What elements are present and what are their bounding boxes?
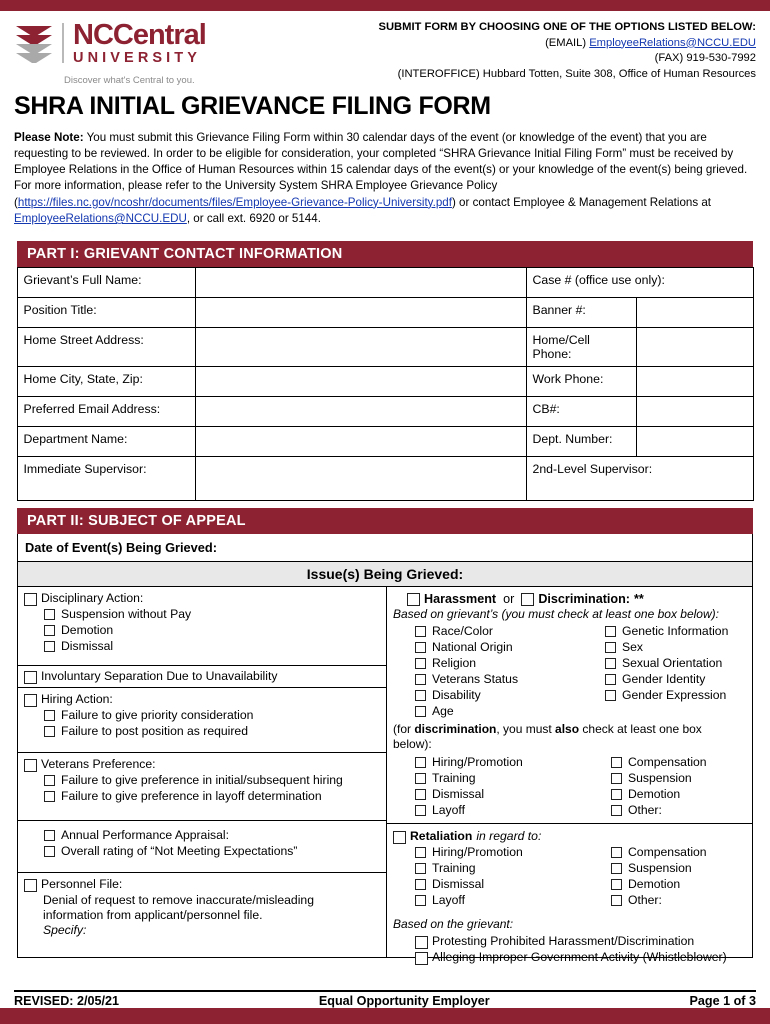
checkbox-ret-suspension-icon[interactable]: [611, 863, 622, 874]
checkbox-row-race-color[interactable]: [415, 624, 595, 639]
checkbox-retaliation-icon[interactable]: [393, 831, 406, 844]
checkbox-row-failure-post-position[interactable]: [44, 724, 380, 739]
checkbox-row-sex[interactable]: [605, 640, 746, 655]
retaliation-action-columns: [393, 845, 746, 909]
checkbox-age-icon[interactable]: [415, 706, 426, 717]
label-position-title: Position Title:: [17, 298, 195, 328]
label-disc-other: Other:: [628, 803, 662, 818]
discrimination-asterisks: **: [633, 591, 644, 606]
checkbox-harassment-icon[interactable]: [407, 593, 420, 606]
label-dept-number: Dept. Number:: [526, 427, 636, 457]
logo-tagline: Discover what's Central to you.: [64, 74, 195, 86]
retaliation-action-col-2: [611, 845, 746, 909]
checkbox-genetic-information-icon[interactable]: [605, 626, 616, 637]
checkbox-gender-identity-icon[interactable]: [605, 674, 616, 685]
checkbox-row-whistleblower[interactable]: [415, 950, 746, 965]
field-home-street-address[interactable]: [195, 328, 526, 367]
label-veterans-status: Veterans Status: [432, 672, 519, 687]
checkbox-disc-suspension-icon[interactable]: [611, 773, 622, 784]
label-harassment: Harassment: [424, 591, 497, 606]
block-disciplinary-action: [18, 587, 386, 666]
checkbox-row-ret-training[interactable]: [415, 861, 593, 876]
footer-eeo-statement: Equal Opportunity Employer: [318, 994, 490, 1008]
page-header: [0, 11, 770, 86]
page-content: [0, 11, 770, 965]
checkbox-disc-compensation-icon[interactable]: [611, 757, 622, 768]
label-retaliation: Retaliation: [410, 829, 473, 844]
submit-title: SUBMIT FORM BY CHOOSING ONE OF THE OPTIONS LISTED BELOW:: [378, 21, 756, 33]
table-row: [17, 328, 753, 367]
checkbox-row-pref-initial-hiring[interactable]: [44, 773, 380, 788]
checkbox-disc-training-icon[interactable]: [415, 773, 426, 784]
issues-being-grieved-header: Issue(s) Being Grieved:: [17, 562, 753, 587]
block-veterans-preference: [18, 753, 386, 821]
checkbox-ret-layoff-icon[interactable]: [415, 895, 426, 906]
please-note-label: Please Note:: [14, 130, 84, 144]
submit-email-line: [279, 36, 756, 52]
label-sex: Sex: [622, 640, 644, 655]
checkbox-pref-initial-hiring-icon[interactable]: [44, 775, 55, 786]
checkbox-row-ret-suspension[interactable]: [611, 861, 746, 876]
checkbox-row-involuntary-separation[interactable]: [24, 669, 380, 684]
label-suspension-without-pay: Suspension without Pay: [61, 607, 192, 622]
checkbox-row-ret-layoff[interactable]: [415, 893, 593, 908]
label-case-number: Case # (office use only):: [526, 268, 753, 298]
logo-main-text: NCCentral: [73, 19, 206, 51]
label-preferred-email: Preferred Email Address:: [17, 397, 195, 427]
label-protesting-harassment: Protesting Prohibited Harassment/Discrimination: [432, 934, 695, 949]
table-row: [17, 397, 753, 427]
checkbox-row-ret-compensation[interactable]: [611, 845, 746, 860]
retaliation-action-col-1: [415, 845, 593, 909]
label-ret-other: Other:: [628, 893, 662, 908]
label-veterans-preference: Veterans Preference:: [41, 757, 156, 772]
issues-left-column: [18, 587, 387, 957]
checkbox-demotion-icon[interactable]: [44, 625, 55, 636]
table-row: [17, 268, 753, 298]
checkbox-row-disc-hiring-promotion[interactable]: [415, 755, 593, 770]
label-failure-post-position: Failure to post position as required: [61, 724, 248, 739]
footer-page-number: Page 1 of 3: [689, 994, 756, 1008]
checkbox-pref-layoff-icon[interactable]: [44, 791, 55, 802]
label-ret-demotion: Demotion: [628, 877, 681, 892]
label-religion: Religion: [432, 656, 477, 671]
checkbox-row-hiring-action[interactable]: [24, 692, 380, 707]
checkbox-disability-icon[interactable]: [415, 690, 426, 701]
field-preferred-email[interactable]: [195, 397, 526, 427]
checkbox-disc-layoff-icon[interactable]: [415, 805, 426, 816]
table-row: [17, 427, 753, 457]
checkbox-row-protesting-harassment[interactable]: [415, 934, 746, 949]
checkbox-veterans-preference-icon[interactable]: [24, 759, 37, 772]
please-note-paragraph: [14, 130, 756, 228]
field-cb-number[interactable]: [636, 397, 753, 427]
checkbox-row-veterans-status[interactable]: [415, 672, 595, 687]
field-home-cell-phone[interactable]: [636, 328, 753, 367]
label-disc-demotion: Demotion: [628, 787, 681, 802]
checkbox-hiring-action-icon[interactable]: [24, 694, 37, 707]
checkbox-religion-icon[interactable]: [415, 658, 426, 669]
paren-text-3: check at least one box: [579, 722, 702, 737]
checkbox-dismissal-icon[interactable]: [44, 641, 55, 652]
checkbox-disc-demotion-icon[interactable]: [611, 789, 622, 800]
bottom-accent-bar: [0, 1008, 770, 1024]
label-not-meeting-expectations: Overall rating of “Not Meeting Expectations”: [61, 844, 298, 859]
checkbox-row-genetic-information[interactable]: [605, 624, 746, 639]
page-title: SHRA INITIAL GRIEVANCE FILING FORM: [14, 91, 491, 120]
checkbox-row-pref-layoff[interactable]: [44, 789, 380, 804]
paren-bold-discrimination: discrimination: [414, 722, 497, 737]
paren-text-2: , you must: [496, 722, 556, 737]
checkbox-row-demotion[interactable]: [44, 623, 380, 638]
label-dismissal: Dismissal: [61, 639, 114, 654]
label-discrimination: Discrimination:: [538, 591, 630, 606]
label-grievant-name: Grievant’s Full Name:: [17, 268, 195, 298]
checkbox-sexual-orientation-icon[interactable]: [605, 658, 616, 669]
label-disability: Disability: [432, 688, 481, 703]
field-department-name[interactable]: [195, 427, 526, 457]
label-disc-training: Training: [432, 771, 476, 786]
checkbox-row-disciplinary-action[interactable]: [24, 591, 380, 606]
checkbox-row-dismissal[interactable]: [44, 639, 380, 654]
label-age: Age: [432, 704, 454, 719]
checkbox-row-ret-dismissal[interactable]: [415, 877, 593, 892]
checkbox-personnel-file-icon[interactable]: [24, 879, 37, 892]
part1-table: [17, 267, 754, 501]
label-disciplinary-action: Disciplinary Action:: [41, 591, 144, 606]
checkbox-sex-icon[interactable]: [605, 642, 616, 653]
label-whistleblower: Alleging Improper Government Activity (Whistleblower): [432, 950, 727, 965]
harassment-based-on-note: Based on grievant’s (you must check at least one box below):: [393, 607, 719, 622]
block-retaliation: [387, 824, 752, 965]
field-immediate-supervisor[interactable]: [195, 457, 526, 501]
checkbox-row-annual-performance-appraisal[interactable]: [44, 828, 380, 843]
label-disc-dismissal: Dismissal: [432, 787, 485, 802]
checkbox-row-religion[interactable]: [415, 656, 595, 671]
page-footer: [0, 990, 770, 1008]
checkbox-row-national-origin[interactable]: [415, 640, 595, 655]
checkbox-row-disc-suspension[interactable]: [611, 771, 746, 786]
label-ret-layoff: Layoff: [432, 893, 465, 908]
note-text-3: , or call ext. 6920 or 5144.: [186, 211, 321, 225]
label-department-name: Department Name:: [17, 427, 195, 457]
contact-email-link[interactable]: EmployeeRelations@NCCU.EDU: [14, 211, 187, 225]
block-performance-appraisal: [18, 821, 386, 873]
checkbox-ret-training-icon[interactable]: [415, 863, 426, 874]
label-failure-priority-consideration: Failure to give priority consideration: [61, 708, 254, 723]
label-ret-hiring-promotion: Hiring/Promotion: [432, 845, 523, 860]
part1-section-bar: PART I: GRIEVANT CONTACT INFORMATION: [17, 241, 753, 267]
field-banner-number[interactable]: [636, 298, 753, 328]
label-disc-compensation: Compensation: [628, 755, 707, 770]
checkbox-row-failure-priority-consideration[interactable]: [44, 708, 380, 723]
table-row: [17, 367, 753, 397]
paren-bold-also: also: [555, 722, 580, 737]
chevron-logo-icon: [14, 22, 56, 64]
checkbox-not-meeting-expectations-icon[interactable]: [44, 846, 55, 857]
discrimination-action-col-2: [611, 755, 746, 819]
label-work-phone: Work Phone:: [526, 367, 636, 397]
label-2nd-level-supervisor: 2nd-Level Supervisor:: [526, 457, 753, 501]
field-work-phone[interactable]: [636, 367, 753, 397]
checkbox-row-gender-identity[interactable]: [605, 672, 746, 687]
discrimination-action-columns: [393, 755, 746, 819]
label-involuntary-separation: Involuntary Separation Due to Unavailability: [41, 669, 278, 684]
checkbox-row-personnel-file[interactable]: [24, 877, 380, 892]
block-involuntary-separation: [18, 666, 386, 688]
checkbox-ret-hiring-promotion-icon[interactable]: [415, 847, 426, 858]
checkbox-row-suspension-without-pay[interactable]: [44, 607, 380, 622]
label-gender-expression: Gender Expression: [622, 688, 727, 703]
table-row: [17, 298, 753, 328]
policy-link[interactable]: https://files.nc.gov/ncoshr/documents/files/Employee-Grievance-Policy-University.pdf: [17, 195, 452, 209]
submit-instructions: [279, 17, 756, 82]
label-race-color: Race/Color: [432, 624, 493, 639]
harassment-basis-col-1: [415, 624, 595, 720]
label-or: or: [503, 591, 515, 606]
checkbox-suspension-without-pay-icon[interactable]: [44, 609, 55, 620]
label-disc-suspension: Suspension: [628, 771, 692, 786]
checkbox-ret-other-icon[interactable]: [611, 895, 622, 906]
label-hiring-action: Hiring Action:: [41, 692, 113, 707]
checkbox-row-disc-layoff[interactable]: [415, 803, 593, 818]
label-retaliation-in-regard-to: in regard to:: [476, 829, 542, 844]
harassment-discrimination-heading: [407, 591, 746, 606]
label-ret-compensation: Compensation: [628, 845, 707, 860]
label-demotion: Demotion: [61, 623, 114, 638]
label-immediate-supervisor: Immediate Supervisor:: [17, 457, 195, 501]
checkbox-failure-priority-consideration-icon[interactable]: [44, 710, 55, 721]
checkbox-disc-other-icon[interactable]: [611, 805, 622, 816]
checkbox-veterans-status-icon[interactable]: [415, 674, 426, 685]
paren-text-4: below):: [393, 737, 432, 752]
label-pref-initial-hiring: Failure to give preference in initial/subsequent hiring: [61, 773, 343, 788]
label-pref-layoff: Failure to give preference in layoff determination: [61, 789, 322, 804]
university-logo: [14, 17, 279, 86]
email-link[interactable]: EmployeeRelations@NCCU.EDU: [589, 36, 756, 49]
checkbox-row-ret-hiring-promotion[interactable]: [415, 845, 593, 860]
label-disc-layoff: Layoff: [432, 803, 465, 818]
discrimination-action-col-1: [415, 755, 593, 819]
block-harassment-discrimination: [387, 587, 752, 824]
checkbox-row-disability[interactable]: [415, 688, 595, 703]
checkbox-row-disc-training[interactable]: [415, 771, 593, 786]
label-home-cell-phone: Home/Cell Phone:: [526, 328, 636, 367]
checkbox-protesting-harassment-icon[interactable]: [415, 936, 428, 949]
issues-grid: [17, 587, 753, 965]
checkbox-disc-dismissal-icon[interactable]: [415, 789, 426, 800]
checkbox-ret-dismissal-icon[interactable]: [415, 879, 426, 890]
date-of-events-row[interactable]: [17, 534, 753, 562]
checkbox-ret-demotion-icon[interactable]: [611, 879, 622, 890]
label-ret-dismissal: Dismissal: [432, 877, 485, 892]
discrimination-instruction: [393, 722, 746, 752]
personnel-file-body-line-2: information from applicant/personnel file.: [43, 908, 263, 923]
harassment-basis-col-2: [605, 624, 746, 720]
label-disc-hiring-promotion: Hiring/Promotion: [432, 755, 523, 770]
checkbox-row-ret-other[interactable]: [611, 893, 746, 908]
label-banner-number: Banner #:: [526, 298, 636, 328]
footer-revised-date: REVISED: 2/05/21: [14, 994, 119, 1008]
checkbox-involuntary-separation-icon[interactable]: [24, 671, 37, 684]
label-genetic-information: Genetic Information: [622, 624, 729, 639]
email-label: (EMAIL): [545, 36, 587, 49]
part2-section-bar: PART II: SUBJECT OF APPEAL: [17, 508, 753, 534]
checkbox-discrimination-icon[interactable]: [521, 593, 534, 606]
field-home-city-state-zip[interactable]: [195, 367, 526, 397]
checkbox-disc-hiring-promotion-icon[interactable]: [415, 757, 426, 768]
label-gender-identity: Gender Identity: [622, 672, 706, 687]
checkbox-row-disc-dismissal[interactable]: [415, 787, 593, 802]
checkbox-ret-compensation-icon[interactable]: [611, 847, 622, 858]
checkbox-race-color-icon[interactable]: [415, 626, 426, 637]
retaliation-based-on-note: Based on the grievant:: [393, 917, 514, 932]
checkbox-row-gender-expression[interactable]: [605, 688, 746, 703]
logo-sub-text: UNIVERSITY: [73, 50, 202, 66]
checkbox-row-ret-demotion[interactable]: [611, 877, 746, 892]
checkbox-row-veterans-preference[interactable]: [24, 757, 380, 772]
checkbox-row-disc-compensation[interactable]: [611, 755, 746, 770]
label-cb-number: CB#:: [526, 397, 636, 427]
personnel-file-body-line-1: Denial of request to remove inaccurate/misleading: [43, 893, 314, 908]
checkbox-failure-post-position-icon[interactable]: [44, 726, 55, 737]
top-accent-bar: [0, 0, 770, 11]
block-hiring-action: [18, 688, 386, 753]
submit-interoffice-line: (INTEROFFICE) Hubbard Totten, Suite 308, Office of Human Resources: [397, 67, 756, 80]
label-ret-training: Training: [432, 861, 476, 876]
checkbox-row-retaliation[interactable]: [393, 829, 746, 844]
label-ret-suspension: Suspension: [628, 861, 692, 876]
paren-text-1: (for: [393, 722, 415, 737]
note-text-2: ) or contact Employee & Management Relations at: [451, 195, 712, 209]
label-annual-performance-appraisal: Annual Performance Appraisal:: [61, 828, 230, 843]
issues-right-column: [387, 587, 752, 965]
personnel-file-specify-label: Specify:: [43, 923, 87, 938]
label-national-origin: National Origin: [432, 640, 513, 655]
harassment-basis-columns: [393, 624, 746, 720]
logo-divider: [62, 23, 64, 63]
checkbox-whistleblower-icon[interactable]: [415, 952, 428, 965]
label-sexual-orientation: Sexual Orientation: [622, 656, 723, 671]
date-of-events-label: Date of Event(s) Being Grieved:: [25, 540, 217, 556]
submit-fax-line: (FAX) 919-530-7992: [654, 52, 756, 64]
label-home-street-address: Home Street Address:: [17, 328, 195, 367]
checkbox-gender-expression-icon[interactable]: [605, 690, 616, 701]
checkbox-annual-performance-appraisal-icon[interactable]: [44, 830, 55, 841]
checkbox-national-origin-icon[interactable]: [415, 642, 426, 653]
label-home-city-state-zip: Home City, State, Zip:: [17, 367, 195, 397]
checkbox-row-age[interactable]: [415, 704, 595, 719]
note-text-1: You must submit this Grievance Filing Form within 30 calendar days of the event (or knowledge of the event) that you are requesting to be reviewed. In order to be eligible for consideration, your completed “SHRA Grievance Initial Filing Form” must be received by Employee Relations in the Office of Human Resources within 15 calendar days of the event(s) or your knowledge of the event(s) being grieved. For more information, please refer to the University System SHRA Employee Grievance Policy (: [14, 130, 748, 209]
checkbox-row-sexual-orientation[interactable]: [605, 656, 746, 671]
checkbox-row-not-meeting-expectations[interactable]: [44, 844, 380, 859]
table-row: [17, 457, 753, 501]
field-grievant-name[interactable]: [195, 268, 526, 298]
label-personnel-file: Personnel File:: [41, 877, 123, 892]
checkbox-row-disc-demotion[interactable]: [611, 787, 746, 802]
field-position-title[interactable]: [195, 298, 526, 328]
field-dept-number[interactable]: [636, 427, 753, 457]
block-personnel-file: [18, 873, 386, 957]
checkbox-disciplinary-action-icon[interactable]: [24, 593, 37, 606]
checkbox-row-disc-other[interactable]: [611, 803, 746, 818]
